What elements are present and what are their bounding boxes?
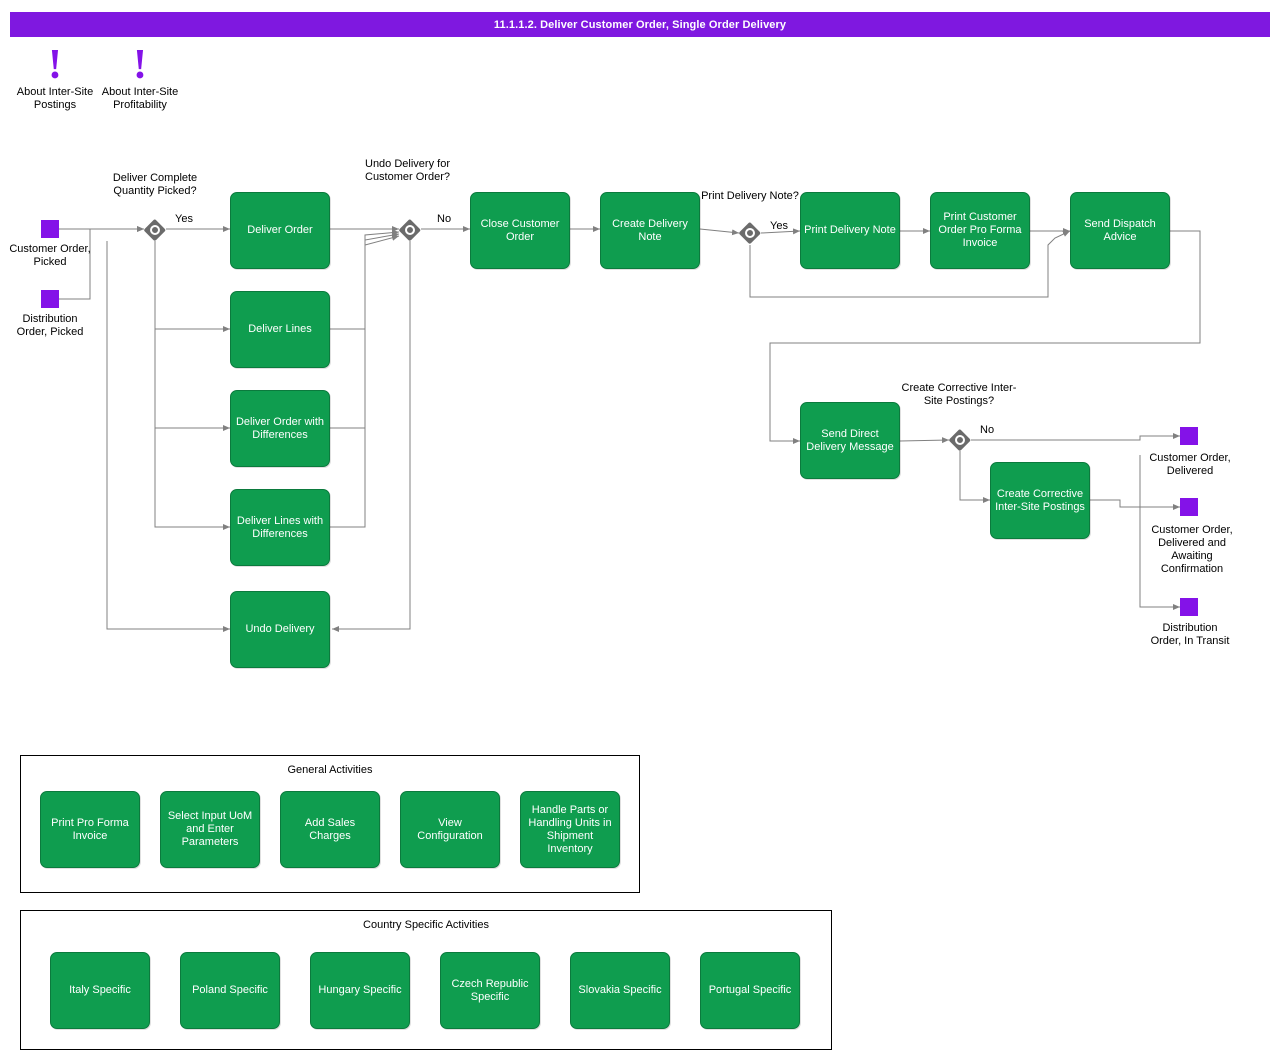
activity-label: Slovakia Specific (578, 984, 662, 996)
activity-label: Print Pro Forma Invoice (51, 816, 129, 842)
ring-icon (745, 228, 755, 238)
gateway-print-delivery-note[interactable] (739, 222, 761, 244)
edge-label-yes: Yes (770, 220, 788, 232)
edge-label-no: No (437, 213, 452, 225)
terminator-customer-order-picked[interactable] (41, 220, 59, 238)
activity-undo-delivery[interactable] (230, 591, 330, 668)
activity-slovakia-specific[interactable] (570, 952, 670, 1029)
activity-label: Print Customer Order Pro Forma Invoice (938, 211, 1022, 249)
general-activities-title: General Activities (287, 764, 373, 776)
note-about-inter-site-postings[interactable] (16, 42, 94, 112)
gateway-deliver-complete-quantity-picked[interactable] (144, 219, 166, 241)
activity-label: Handle Parts or Handling Units in Shipment Inventory (528, 803, 612, 855)
activity-label: Deliver Order with Differences (235, 415, 325, 441)
activity-label: Print Delivery Note (804, 224, 896, 236)
ring-icon (955, 435, 965, 445)
activity-deliver-order-with-differences[interactable] (230, 390, 330, 467)
page-title: 11.1.1.2. Deliver Customer Order, Single Order Delivery (493, 18, 787, 31)
note-about-inter-site-profitability[interactable] (101, 42, 179, 112)
activity-deliver-lines[interactable] (230, 291, 330, 368)
gateway-create-corrective-inter-site-postings[interactable] (949, 429, 971, 451)
terminator-label: Customer Order, Delivered (1149, 452, 1231, 477)
activity-czech-republic-specific[interactable] (440, 952, 540, 1029)
activity-label: Create Delivery Note (612, 217, 688, 243)
activity-deliver-lines-with-differences[interactable] (230, 489, 330, 566)
activity-label: Undo Delivery (245, 623, 315, 635)
terminator-customer-order-delivered[interactable] (1180, 427, 1198, 445)
edge-label-no: No (980, 424, 995, 436)
gateway-label: Print Delivery Note? (701, 190, 799, 202)
note-label: About Inter-Site Profitability (101, 86, 179, 111)
activity-create-delivery-note[interactable] (600, 192, 700, 269)
activity-hungary-specific[interactable] (310, 952, 410, 1029)
activity-italy-specific[interactable] (50, 952, 150, 1029)
activity-label: Send Direct Delivery Message (806, 427, 894, 453)
activity-label: Add Sales Charges (304, 816, 356, 842)
note-label: About Inter-Site Postings (16, 86, 94, 111)
terminator-distribution-order-picked[interactable] (41, 290, 59, 308)
activity-poland-specific[interactable] (180, 952, 280, 1029)
diagram-title-bar (10, 12, 1270, 37)
gateway-undo-delivery-for-customer-order[interactable] (399, 219, 421, 241)
activity-print-customer-order-pro-forma-invoice[interactable] (930, 192, 1030, 269)
activity-deliver-order[interactable] (230, 192, 330, 269)
ring-icon (150, 225, 160, 235)
activity-label: Czech Republic Specific (451, 977, 529, 1003)
activity-label: Italy Specific (69, 984, 131, 996)
activity-label: Deliver Lines (248, 323, 312, 335)
terminator-label: Distribution Order, In Transit (1150, 622, 1230, 647)
activity-print-pro-forma-invoice[interactable] (40, 791, 140, 868)
activity-label: Hungary Specific (318, 984, 402, 996)
activity-label: View Configuration (417, 816, 483, 842)
activity-send-dispatch-advice[interactable] (1070, 192, 1170, 269)
activity-close-customer-order[interactable] (470, 192, 570, 269)
country-specific-activities-title: Country Specific Activities (363, 919, 489, 931)
ring-icon (405, 225, 415, 235)
activity-label: Poland Specific (192, 984, 268, 996)
terminator-label: Customer Order, Delivered and Awaiting Confirmation (1151, 524, 1233, 575)
edge-label-yes: Yes (175, 213, 193, 225)
activity-view-configuration[interactable] (400, 791, 500, 868)
terminator-label: Distribution Order, Picked (16, 313, 84, 338)
activity-portugal-specific[interactable] (700, 952, 800, 1029)
terminator-label: Customer Order, Picked (9, 243, 91, 268)
activity-label: Select Input UoM and Enter Parameters (167, 810, 253, 848)
activity-label: Create Corrective Inter-Site Postings (995, 487, 1085, 513)
activity-label: Send Dispatch Advice (1084, 217, 1156, 243)
activity-select-input-uom-and-enter-parameters[interactable] (160, 791, 260, 868)
activity-label: Close Customer Order (480, 217, 560, 243)
terminator-customer-order-delivered-awaiting-confirmation[interactable] (1180, 498, 1198, 516)
terminator-distribution-order-in-transit[interactable] (1180, 598, 1198, 616)
activity-send-direct-delivery-message[interactable] (800, 402, 900, 479)
activity-handle-parts-or-handling-units-in-shipment-inventory[interactable] (520, 791, 620, 868)
gateway-label: Undo Delivery for Customer Order? (365, 158, 450, 183)
activity-label: Deliver Order (247, 224, 313, 236)
gateway-label: Deliver Complete Quantity Picked? (112, 172, 198, 197)
activity-label: Deliver Lines with Differences (236, 514, 324, 540)
activity-label: Portugal Specific (708, 984, 792, 996)
activity-add-sales-charges[interactable] (280, 791, 380, 868)
exclamation-icon: ! (133, 42, 147, 88)
activity-create-corrective-inter-site-postings[interactable] (990, 462, 1090, 539)
gateway-label: Create Corrective Inter-Site Postings? (901, 382, 1017, 407)
exclamation-icon: ! (48, 42, 62, 88)
activity-print-delivery-note[interactable] (800, 192, 900, 269)
